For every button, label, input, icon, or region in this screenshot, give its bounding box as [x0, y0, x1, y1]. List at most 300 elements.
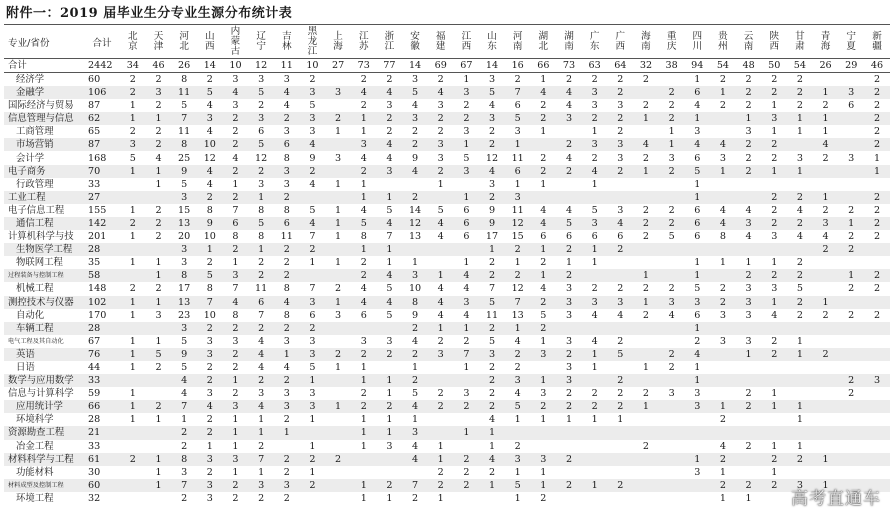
count-cell: 4 [479, 453, 505, 466]
count-cell: 1 [120, 165, 146, 178]
count-cell: 2 [556, 138, 582, 151]
count-cell: 2 [505, 348, 531, 361]
count-cell: 2 [300, 453, 326, 466]
count-cell: 11 [485, 309, 499, 321]
count-cell: 73 [556, 59, 582, 73]
count-cell: 11 [511, 204, 524, 216]
count-cell: 7 [232, 283, 239, 295]
count-cell: 1 [684, 269, 710, 282]
count-cell: 3 [437, 100, 444, 112]
header-province-char: 江 [358, 30, 369, 42]
count-cell: 2 [351, 165, 377, 178]
count-cell: 1 [540, 414, 547, 426]
count-cell [710, 426, 736, 439]
count-cell: 12 [248, 59, 274, 73]
count-cell [325, 374, 351, 387]
count-cell: 2 [607, 479, 633, 492]
count-cell: 3 [248, 112, 274, 125]
count-cell: 2 [248, 374, 274, 387]
count-cell: 1 [505, 138, 531, 151]
count-cell: 2 [488, 126, 496, 138]
row-total: 44 [88, 362, 101, 374]
count-cell: 4 [283, 100, 290, 112]
count-cell [325, 335, 351, 348]
row-total: 61 [84, 453, 120, 466]
table-row [4, 86, 890, 99]
count-cell: 1 [514, 178, 521, 190]
count-cell: 3 [206, 388, 213, 400]
count-cell: 2 [642, 440, 650, 452]
count-cell [120, 466, 146, 479]
count-cell: 2 [120, 86, 146, 99]
header-major: 专业/省份 [4, 25, 84, 59]
count-cell: 1 [582, 479, 608, 492]
count-cell [325, 322, 351, 335]
count-cell: 2 [761, 453, 787, 466]
count-cell: 6 [463, 231, 470, 243]
count-cell: 3 [684, 400, 710, 413]
count-cell: 2 [873, 100, 881, 112]
count-cell [146, 191, 172, 204]
major-name: 冶金工程 [16, 440, 54, 452]
count-cell: 1 [129, 362, 136, 374]
count-cell [659, 269, 685, 282]
count-cell: 2 [642, 152, 650, 164]
major-name: 信息管理与信息 [4, 112, 84, 125]
count-cell [864, 387, 890, 400]
count-cell [325, 243, 351, 256]
header-province-char: 吉 [281, 30, 292, 42]
count-cell: 1 [582, 243, 608, 256]
header-province [248, 25, 274, 59]
count-cell [300, 426, 326, 439]
count-cell: 4 [745, 231, 752, 243]
count-cell: 4 [377, 138, 403, 151]
count-cell: 2 [129, 283, 136, 295]
count-cell: 6 [309, 309, 316, 321]
count-cell: 1 [745, 492, 752, 504]
count-cell: 1 [633, 296, 659, 309]
count-cell: 1 [813, 112, 839, 125]
major-name: 过程装备与控制工程 [4, 269, 84, 282]
major-name: 测控技术与仪器 [4, 296, 84, 309]
count-cell: 3 [796, 152, 803, 164]
major-name: 市场营销 [4, 138, 84, 151]
count-cell: 1 [796, 126, 803, 138]
count-cell: 1 [335, 126, 342, 138]
count-cell [325, 165, 351, 178]
count-cell: 1 [181, 414, 188, 426]
count-cell: 4 [223, 296, 249, 309]
header-province [146, 25, 172, 59]
row-total: 142 [84, 217, 120, 230]
header-province-char: 北 [538, 40, 549, 52]
count-cell: 5 [181, 335, 188, 347]
table-row [4, 361, 890, 374]
count-cell [787, 387, 813, 400]
count-cell: 2 [223, 243, 249, 256]
header-province-char: 古 [230, 45, 241, 57]
count-cell: 17 [485, 231, 499, 243]
row-total: 76 [84, 348, 120, 361]
count-cell: 1 [813, 191, 839, 204]
count-cell: 2 [873, 283, 881, 295]
count-cell [838, 400, 864, 413]
header-province-char: 西 [461, 40, 472, 52]
major-name: 应用统计学 [4, 400, 84, 413]
count-cell: 3 [694, 126, 701, 138]
count-cell: 1 [335, 257, 342, 269]
count-cell: 2 [437, 126, 444, 138]
count-cell: 2 [556, 400, 582, 413]
count-cell: 6 [694, 309, 701, 321]
count-cell: 1 [479, 479, 505, 492]
count-cell: 1 [428, 322, 454, 335]
table-row [4, 479, 890, 492]
table-row [4, 165, 890, 178]
count-cell [582, 322, 608, 335]
count-cell [607, 191, 633, 204]
count-cell: 3 [232, 74, 239, 85]
count-cell [531, 361, 557, 374]
count-cell: 3 [197, 112, 223, 125]
count-cell: 8 [171, 269, 197, 282]
count-cell: 2 [386, 74, 393, 85]
count-cell: 2 [325, 112, 351, 125]
count-cell: 1 [771, 100, 778, 112]
count-cell: 4 [428, 86, 454, 99]
count-cell: 2 [248, 165, 274, 178]
count-cell: 2 [761, 348, 787, 361]
row-total: 106 [84, 86, 120, 99]
count-cell: 2 [617, 388, 624, 400]
count-cell [582, 440, 608, 453]
count-cell [761, 322, 787, 335]
count-cell: 3 [591, 100, 598, 112]
header-province [479, 25, 505, 59]
count-cell: 7 [197, 296, 223, 309]
count-cell [582, 374, 608, 387]
count-cell: 1 [360, 178, 367, 190]
count-cell [120, 322, 146, 335]
count-cell: 1 [351, 374, 377, 387]
count-cell: 1 [351, 112, 377, 125]
count-cell: 2 [719, 74, 726, 85]
count-cell: 2 [787, 296, 813, 309]
count-cell: 9 [197, 217, 223, 230]
count-cell [864, 296, 890, 309]
count-cell: 1 [377, 374, 403, 387]
count-cell: 3 [351, 138, 377, 151]
count-cell: 3 [428, 138, 454, 151]
count-cell: 2 [155, 204, 162, 216]
count-cell: 2 [531, 400, 557, 413]
count-cell [607, 361, 633, 374]
header-province [223, 25, 249, 59]
count-cell: 1 [540, 74, 547, 85]
count-cell: 54 [787, 59, 813, 73]
count-cell [659, 479, 685, 492]
count-cell: 1 [761, 400, 787, 413]
table-row [4, 269, 890, 282]
header-province-char: 陕 [769, 30, 780, 42]
count-cell: 2 [761, 269, 787, 282]
count-cell [428, 413, 454, 426]
table-row [4, 204, 890, 217]
count-cell: 8 [206, 283, 213, 295]
count-cell: 1 [351, 191, 377, 204]
count-cell: 4 [300, 138, 326, 151]
table-row [4, 99, 890, 112]
count-cell [633, 125, 659, 138]
count-cell [146, 426, 172, 439]
count-cell: 1 [454, 426, 480, 439]
count-cell [633, 466, 659, 479]
count-cell [761, 178, 787, 191]
major-name: 工业工程 [4, 191, 84, 204]
count-cell: 3 [232, 335, 239, 347]
count-cell: 3 [694, 388, 701, 400]
header-province-char: 贵 [718, 30, 728, 42]
count-cell: 2 [531, 296, 557, 309]
count-cell: 1 [633, 165, 659, 178]
header-province [633, 25, 659, 59]
header-province [377, 25, 403, 59]
major-name: 电气工程及其自动化 [8, 337, 64, 345]
count-cell: 3 [155, 309, 162, 321]
count-cell [633, 453, 659, 466]
count-cell: 1 [813, 296, 839, 309]
count-cell [864, 440, 890, 453]
count-cell: 2 [813, 243, 839, 256]
count-cell [736, 453, 762, 466]
count-cell: 2 [556, 479, 582, 492]
count-cell [582, 466, 608, 479]
count-cell [377, 322, 403, 335]
count-cell [325, 440, 351, 453]
count-cell: 1 [771, 257, 778, 269]
count-cell: 10 [197, 138, 223, 151]
count-cell: 6 [617, 231, 624, 243]
count-cell: 3 [463, 388, 470, 400]
major-name: 国际经济与贸易 [8, 100, 74, 112]
count-cell [607, 440, 633, 453]
count-cell: 3 [813, 217, 839, 230]
count-cell: 3 [325, 86, 351, 99]
count-cell: 1 [155, 178, 162, 190]
count-cell: 1 [505, 322, 531, 335]
count-cell: 27 [325, 59, 351, 73]
count-cell: 2 [607, 243, 633, 256]
count-cell: 4 [402, 453, 428, 466]
count-cell [659, 73, 685, 87]
count-cell: 2 [719, 283, 726, 295]
count-cell [659, 453, 685, 466]
count-cell: 2 [223, 348, 249, 361]
count-cell: 3 [694, 466, 701, 478]
count-cell: 10 [223, 59, 249, 73]
row-total: 58 [84, 269, 120, 282]
count-cell: 2 [617, 126, 624, 138]
count-cell: 2 [796, 74, 803, 85]
table-row [4, 413, 890, 426]
count-cell: 2 [531, 322, 557, 335]
count-cell: 2 [873, 126, 881, 138]
major-name: 经济学 [16, 74, 45, 85]
count-cell: 4 [796, 204, 803, 216]
header-province [197, 25, 223, 59]
count-cell: 1 [454, 138, 480, 151]
count-cell [787, 361, 813, 374]
count-cell: 1 [684, 453, 710, 466]
count-cell: 2 [206, 257, 213, 269]
count-cell: 4 [556, 86, 582, 99]
count-cell: 1 [146, 453, 172, 466]
count-cell: 11 [171, 86, 197, 99]
count-cell: 2 [607, 400, 633, 413]
count-cell: 4 [694, 100, 701, 112]
count-cell: 4 [377, 86, 403, 99]
count-cell [864, 178, 890, 191]
count-cell: 1 [796, 440, 803, 452]
count-cell: 2 [540, 100, 547, 112]
count-cell: 5 [591, 204, 598, 216]
count-cell: 46 [864, 59, 890, 73]
count-cell [659, 374, 685, 387]
count-cell: 2 [181, 492, 188, 504]
count-cell: 2 [745, 152, 752, 164]
major-name: 信息与计算科学 [8, 388, 74, 400]
count-cell: 2 [258, 492, 265, 504]
count-cell: 5 [505, 479, 531, 492]
count-cell: 2 [864, 86, 890, 99]
header-province-char: 南 [641, 40, 651, 52]
count-cell: 1 [325, 296, 351, 309]
count-cell [582, 269, 608, 282]
count-cell: 2 [232, 126, 239, 138]
count-cell: 5 [668, 231, 675, 243]
count-cell: 3 [206, 335, 213, 347]
count-cell: 6 [684, 86, 710, 99]
row-total: 66 [84, 400, 120, 413]
major-name: 材料科学与工程 [4, 453, 84, 466]
count-cell: 1 [694, 74, 701, 85]
count-cell: 7 [386, 231, 393, 243]
header-province-char: 西 [615, 40, 626, 52]
count-cell: 1 [258, 466, 265, 478]
count-cell: 1 [155, 257, 162, 269]
count-cell: 13 [511, 309, 524, 321]
table-row [4, 296, 890, 309]
count-cell: 1 [864, 165, 890, 178]
count-cell: 73 [351, 59, 377, 73]
count-cell: 2 [873, 231, 881, 243]
count-cell: 25 [178, 152, 191, 164]
row-total: 102 [84, 296, 120, 309]
count-cell: 3 [197, 453, 223, 466]
count-cell: 3 [745, 126, 752, 138]
count-cell: 2 [745, 100, 752, 112]
count-cell: 7 [309, 231, 316, 243]
header-province [813, 25, 839, 59]
major-name: 环境工程 [16, 492, 54, 504]
count-cell: 2 [402, 138, 428, 151]
count-cell: 1 [120, 112, 146, 125]
count-cell: 2 [283, 257, 290, 269]
count-cell: 4 [274, 296, 300, 309]
count-cell: 17 [178, 283, 191, 295]
count-cell: 2 [351, 400, 377, 413]
count-cell: 3 [617, 100, 624, 112]
count-cell: 4 [428, 217, 454, 230]
count-cell [710, 191, 736, 204]
count-cell: 12 [402, 217, 428, 230]
count-cell: 3 [402, 426, 428, 439]
table-body [4, 59, 890, 506]
count-cell: 3 [582, 296, 608, 309]
count-cell: 94 [684, 59, 710, 73]
table-row [4, 243, 890, 256]
count-cell: 1 [360, 440, 367, 452]
count-cell: 2 [642, 231, 650, 243]
count-cell: 2 [463, 100, 470, 112]
count-cell: 8 [181, 74, 188, 85]
count-cell: 7 [454, 348, 480, 361]
count-cell: 3 [283, 388, 290, 400]
count-cell: 2 [668, 204, 675, 216]
count-cell [710, 243, 736, 256]
count-cell: 2 [155, 74, 162, 85]
count-cell [479, 492, 505, 505]
count-cell: 3 [514, 126, 521, 138]
count-cell: 1 [736, 348, 762, 361]
count-cell: 2 [864, 112, 890, 125]
count-cell: 4 [771, 309, 778, 321]
count-cell: 3 [488, 178, 496, 190]
count-cell: 2 [514, 440, 521, 452]
count-cell [838, 191, 864, 204]
row-total: 21 [84, 426, 120, 439]
count-cell: 2 [822, 100, 829, 112]
count-cell: 2 [377, 348, 403, 361]
count-cell: 1 [488, 440, 496, 452]
count-cell: 4 [300, 217, 326, 230]
count-cell: 2 [300, 479, 326, 492]
count-cell: 5 [248, 217, 274, 230]
count-cell [813, 400, 839, 413]
count-cell: 3 [335, 309, 342, 321]
count-cell: 1 [377, 426, 403, 439]
count-cell: 2 [155, 283, 162, 295]
count-cell: 1 [540, 466, 547, 478]
count-cell [736, 243, 762, 256]
count-cell [684, 479, 710, 492]
count-cell [556, 440, 582, 453]
header-row [4, 25, 890, 59]
count-cell: 1 [155, 414, 162, 426]
count-cell [582, 191, 608, 204]
count-cell: 1 [129, 231, 136, 243]
distribution-table [4, 24, 890, 505]
count-cell: 2 [377, 479, 403, 492]
header-province-char: 北 [179, 40, 189, 52]
count-cell: 1 [437, 492, 444, 504]
count-cell [377, 466, 403, 479]
count-cell: 1 [565, 414, 573, 426]
count-cell: 2 [591, 74, 598, 85]
count-cell [325, 99, 351, 112]
count-cell: 8 [283, 152, 290, 164]
